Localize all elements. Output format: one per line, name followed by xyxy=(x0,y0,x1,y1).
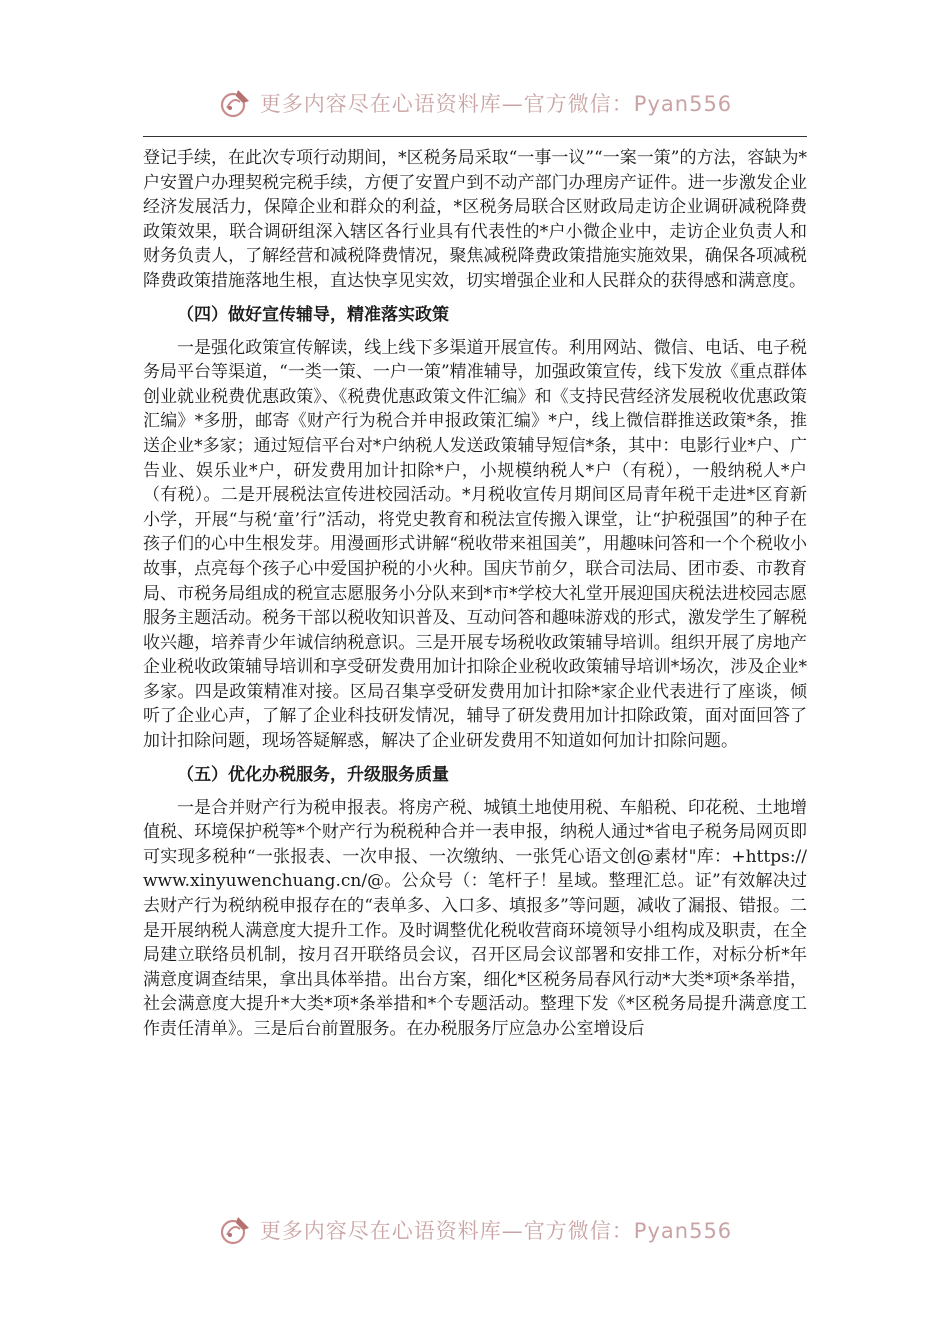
body-paragraph: 一是合并财产行为税申报表。将房产税、城镇土地使用税、车船税、印花税、土地增值税、环境保护税等*个财产行为税税种合并一表申报，纳税人通过*省电子税务局网页即可实现多税种“一张报表、一次申报、一次缴纳、一张凭心语文创@素材"库：+https://www.xinyuwenchuang.cn/@。公众号（：笔杆子！星域。整理汇总。证”有效解决过去财产行为税纳税申报存在的“表单多、入口多、填报多”等问题，减收了漏报、错报。二是开展纳税人满意度大提升工作。及时调整优化税收营商环境领导小组构成及职责，在全局建立联络员机制，按月召开联络员会议，召开区局会议部署和安排工作，对标分析*年满意度调查结果，拿出具体举措。出台方案，细化*区税务局春风行动*大类*项*条举措，社会满意度大提升*大类*项*条举措和*个专题活动。整理下发《*区税务局提升满意度工作责任清单》。三是后台前置服务。在办税服务厅应急办公室增设后 xyxy=(143,797,807,1039)
body-paragraph: 一是强化政策宣传解读，线上线下多渠道开展宣传。利用网站、微信、电话、电子税务局平台等渠道，“一类一策、一户一策”精准辅导，加强政策宣传，线下发放《重点群体创业就业税费优惠政策》、《税费优惠政策文件汇编》和《支持民营经济发展税收优惠政策汇编》*多册，邮寄《财产行为税合并申报政策汇编》*户，线上微信群推送政策*条，推送企业*多家；通过短信平台对*户纳税人发送政策辅导短信*条，其中：电影行业*户、广告业、娱乐业*户，研发费用加计扣除*户，小规模纳税人*户（有税），一般纳税人*户（有税）。二是开展税法宣传进校园活动。*月税收宣传月期间区局青年税干走进*区育新小学，开展“与税‘童’行”活动，将党史教育和税法宣传搬入课堂，让“护税强国”的种子在孩子们的心中生根发芽。用漫画形式讲解“税收带来祖国美”，用趣味问答和一个个税收小故事，点亮每个孩子心中爱国护税的小火种。国庆节前夕，联合司法局、团市委、市教育局、市税务局组成的税宣志愿服务小分队来到*市*学校大礼堂开展迎国庆税法进校园志愿服务主题活动。税务干部以税收知识普及、互动问答和趣味游戏的形式，激发学生了解税收兴趣，培养青少年诚信纳税意识。三是开展专场税收政策辅导培训。组织开展了房地产企业税收政策辅导培训和享受研发费用加计扣除企业税收政策辅导培训*场次，涉及企业*多家。四是政策精准对接。区局召集享受研发费用加计扣除*家企业代表进行了座谈，倾听了企业心声，了解了企业科技研发情况，辅导了研发费用加计扣除政策，面对面回答了加计扣除问题，现场答疑解惑，解决了企业研发费用不知道如何加计扣除问题。 xyxy=(143,337,807,752)
header-watermark xyxy=(0,86,950,120)
pen-seal-icon xyxy=(218,86,252,120)
header-watermark-text: 更多内容尽在心语资料库—官方微信：Pyan556 xyxy=(259,92,733,116)
section-heading: （五）优化办税服务，升级服务质量 xyxy=(177,764,449,785)
footer-watermark-text: 更多内容尽在心语资料库—官方微信：Pyan556 xyxy=(259,1219,733,1243)
body-paragraph: 登记手续，在此次专项行动期间，*区税务局采取“一事一议”“一案一策”的方法，容缺为*户安置户办理契税完税手续，方便了安置户到不动产部门办理房产证件。进一步激发企业经济发展活力，保障企业和群众的利益，*区税务局联合区财政局走访企业调研减税降费政策效果，联合调研组深入辖区各行业具有代表性的*户小微企业中，走访企业负责人和财务负责人，了解经营和减税降费情况，聚焦减税降费政策措施实施效果，确保各项减税降费政策措施落地生根，直达快享见实效，切实增强企业和人民群众的获得感和满意度。 xyxy=(143,148,807,291)
pen-seal-icon xyxy=(218,1213,252,1247)
document-body xyxy=(143,146,807,1042)
section-heading: （四）做好宣传辅导，精准落实政策 xyxy=(177,304,449,325)
footer-watermark xyxy=(0,1213,950,1247)
header-divider xyxy=(143,136,807,137)
